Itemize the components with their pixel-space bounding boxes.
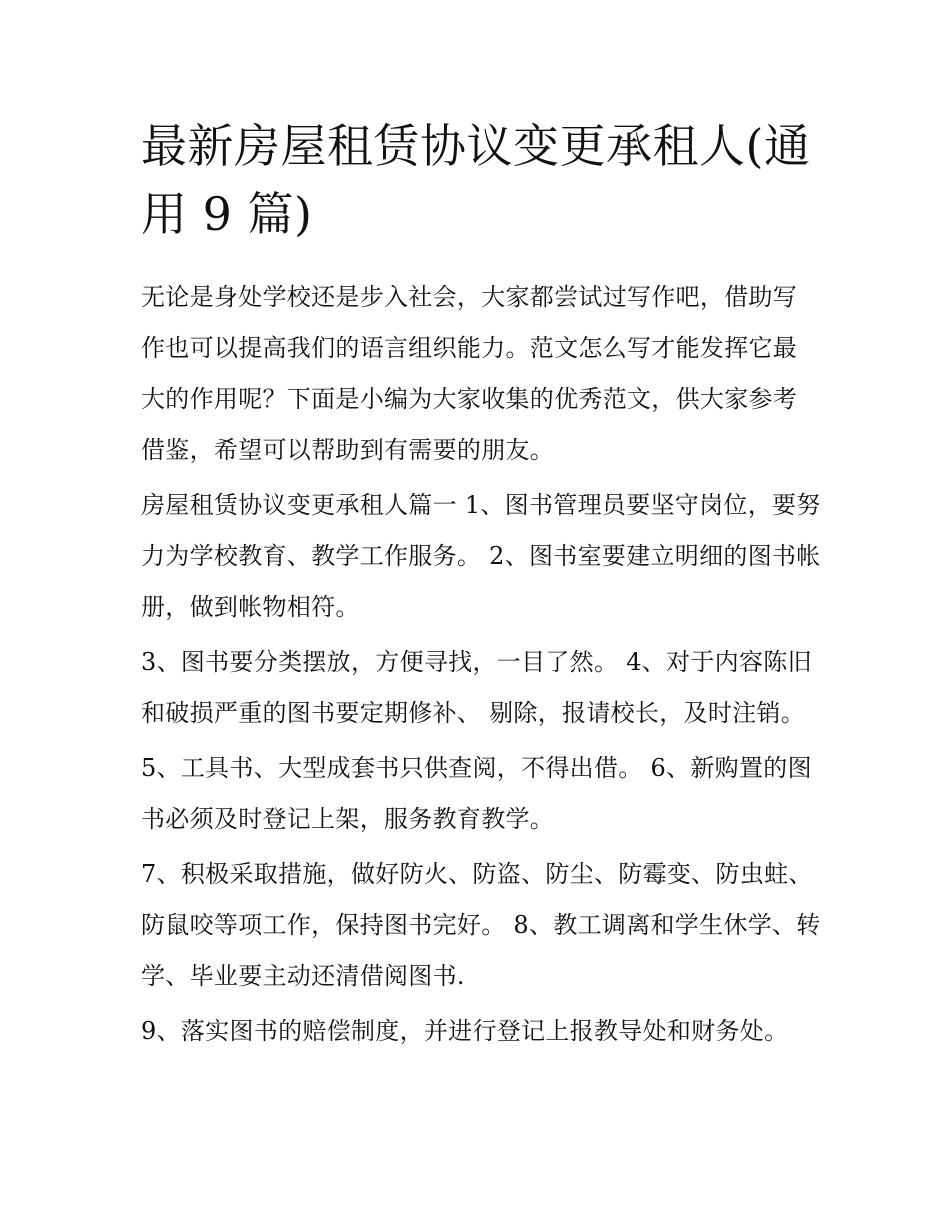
page-title: 最新房屋租赁协议变更承租人(通用 9 篇) bbox=[141, 119, 811, 241]
rule-paragraph-9: 9、落实图书的赔偿制度，并进行登记上报教导处和财务处。 bbox=[141, 1017, 789, 1045]
rule-paragraph-7-8: 7、积极采取措施，做好防火、防盗、防尘、防霉变、防虫蛀、防鼠咬等项工作，保持图书完好。 8、教工调离和学生休学、转学、毕业要主动还清借阅图书. bbox=[141, 860, 821, 990]
rule-paragraph-3-4: 3、图书要分类摆放，方便寻找，一目了然。 4、对于内容陈旧和破损严重的图书要定期修补、 剔除，报请校长，及时注销。 bbox=[141, 648, 812, 727]
rule-paragraph-5-6: 5、工具书、大型成套书只供查阅，不得出借。 6、新购置的图书必须及时登记上架，服务教育教学。 bbox=[141, 754, 812, 833]
intro-paragraph: 无论是身处学校还是步入社会，大家都尝试过写作吧，借助写作也可以提高我们的语言组织能力。范文怎么写才能发挥它最大的作用呢？下面是小编为大家收集的优秀范文，供大家参考借鉴，希望可以帮助到有需要的朋友。 bbox=[141, 283, 798, 464]
document-body bbox=[141, 112, 821, 1061]
rule-paragraph-1-2: 房屋租赁协议变更承租人篇一 1、图书管理员要坚守岗位，要努力为学校教育、教学工作服务。 2、图书室要建立明细的图书帐册，做到帐物相符。 bbox=[141, 491, 821, 621]
